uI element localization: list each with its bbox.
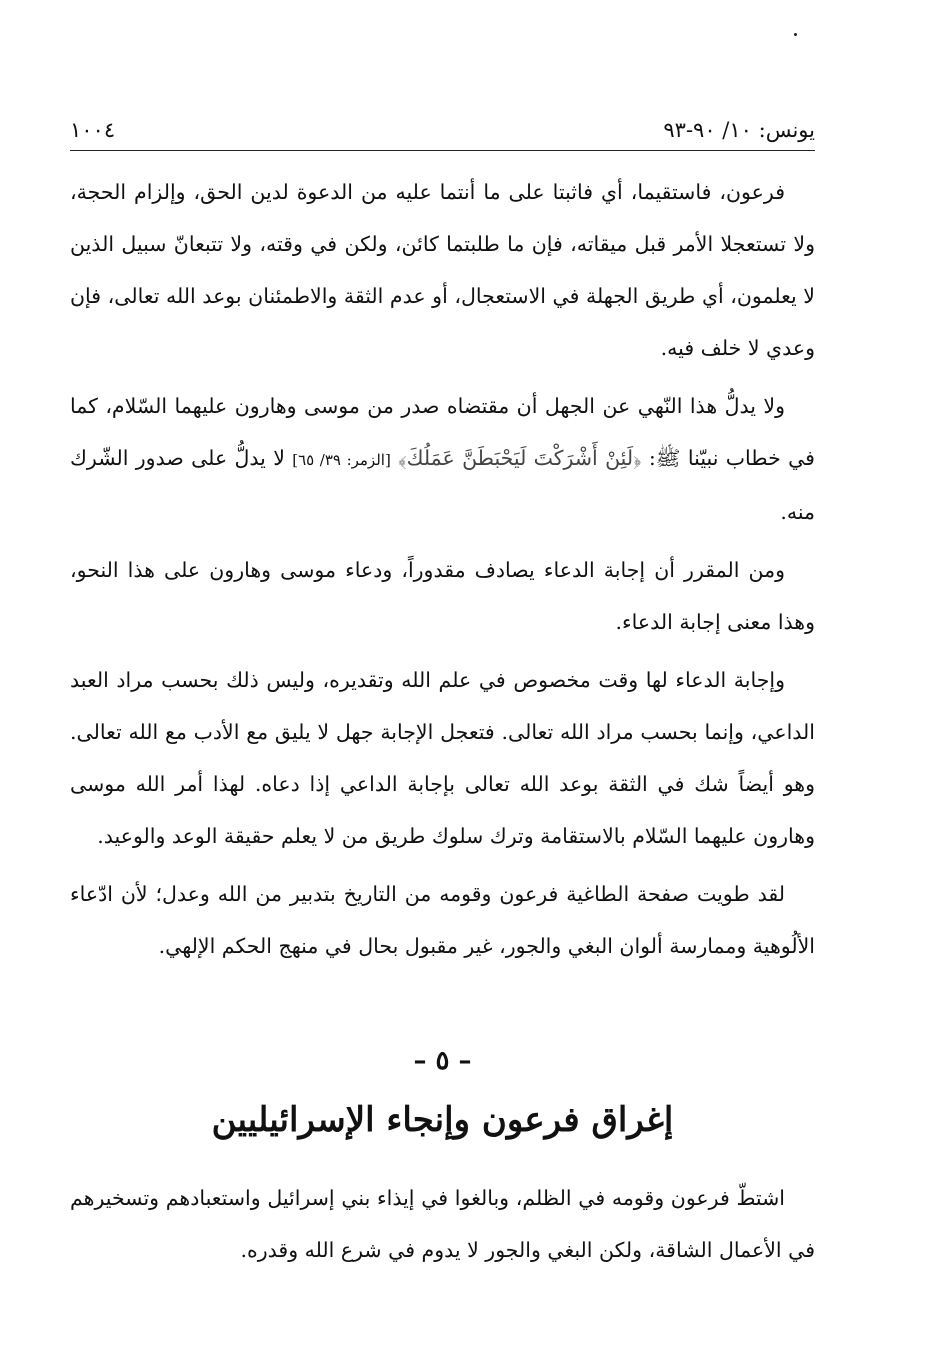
paragraph: وإجابة الدعاء لها وقت مخصوص في علم الله وتقديره، وليس ذلك بحسب مراد العبد الداعي، وإنما بحسب مراد الله تعالى. فتعجل الإجابة جهل لا يليق مع الأدب مع الله تعالى. وهو أيضاً شك في الثقة بوعد الله تعالى بإجابة الداعي إذا دعاه. لهذا أمر الله موسى وهارون عليهما السّلام بالاستقامة وترك سلوك طريق من لا يعلم حقيقة الوعد والوعيد.	[70, 668, 815, 848]
verse-reference: [الزمر: ٣٩/ ٦٥]	[292, 451, 391, 469]
paragraph-text: ولا يدلُّ هذا النّهي عن الجهل أن مقتضاه صدر من موسى وهارون عليهما السّلام، كما في خطاب نبيّنا ﷺ:	[70, 394, 815, 470]
page-header	[70, 112, 815, 148]
section-title: إغراق فرعون وإنجاء الإسرائيليين	[211, 1100, 674, 1140]
paragraph: ومن المقرر أن إجابة الدعاء يصادف مقدوراً، ودعاء موسى وهارون على هذا النحو، وهذا معنى إجابة الدعاء.	[70, 558, 815, 634]
paragraph	[70, 380, 815, 538]
quran-verse: ﴿لَئِنْ أَشْرَكْتَ لَيَحْبَطَنَّ عَمَلُكَ﴾	[398, 446, 642, 470]
running-title: يونس: ١٠/ ٩٠-٩٣	[663, 118, 815, 142]
ink-speck	[794, 33, 797, 36]
page-number: ١٠٠٤	[70, 118, 116, 142]
paragraph: اشتطّ فرعون وقومه في الظلم، وبالغوا في إيذاء بني إسرائيل واستعبادهم وتسخيرهم في الأعمال الشاقة، ولكن البغي والجور لا يدوم في شرع الله وقدره.	[70, 1186, 815, 1262]
header-rule	[70, 150, 815, 151]
paragraph-text: لا يدلُّ على صدور الشّرك منه.	[70, 446, 815, 524]
section-number: – ٥ –	[413, 1046, 472, 1076]
main-text	[70, 166, 815, 978]
paragraph: فرعون، فاستقيما، أي فاثبتا على ما أنتما عليه من الدعوة لدين الحق، وإلزام الحجة، ولا تستعجلا الأمر قبل ميقاته، فإن ما طلبتما كائن، ولكن في وقته، ولا تتبعانّ سبيل الذين لا يعلمون، أي طريق الجهلة في الاستعجال، أو عدم الثقة والاطمئنان بوعد الله تعالى، فإن وعدي لا خلف فيه.	[70, 180, 815, 360]
section-text	[70, 1172, 815, 1276]
paragraph: لقد طويت صفحة الطاغية فرعون وقومه من التاريخ بتدبير من الله وعدل؛ لأن ادّعاء الألُوهية وممارسة ألوان البغي والجور، غير مقبول بحال في منهج الحكم الإلهي.	[70, 882, 815, 958]
